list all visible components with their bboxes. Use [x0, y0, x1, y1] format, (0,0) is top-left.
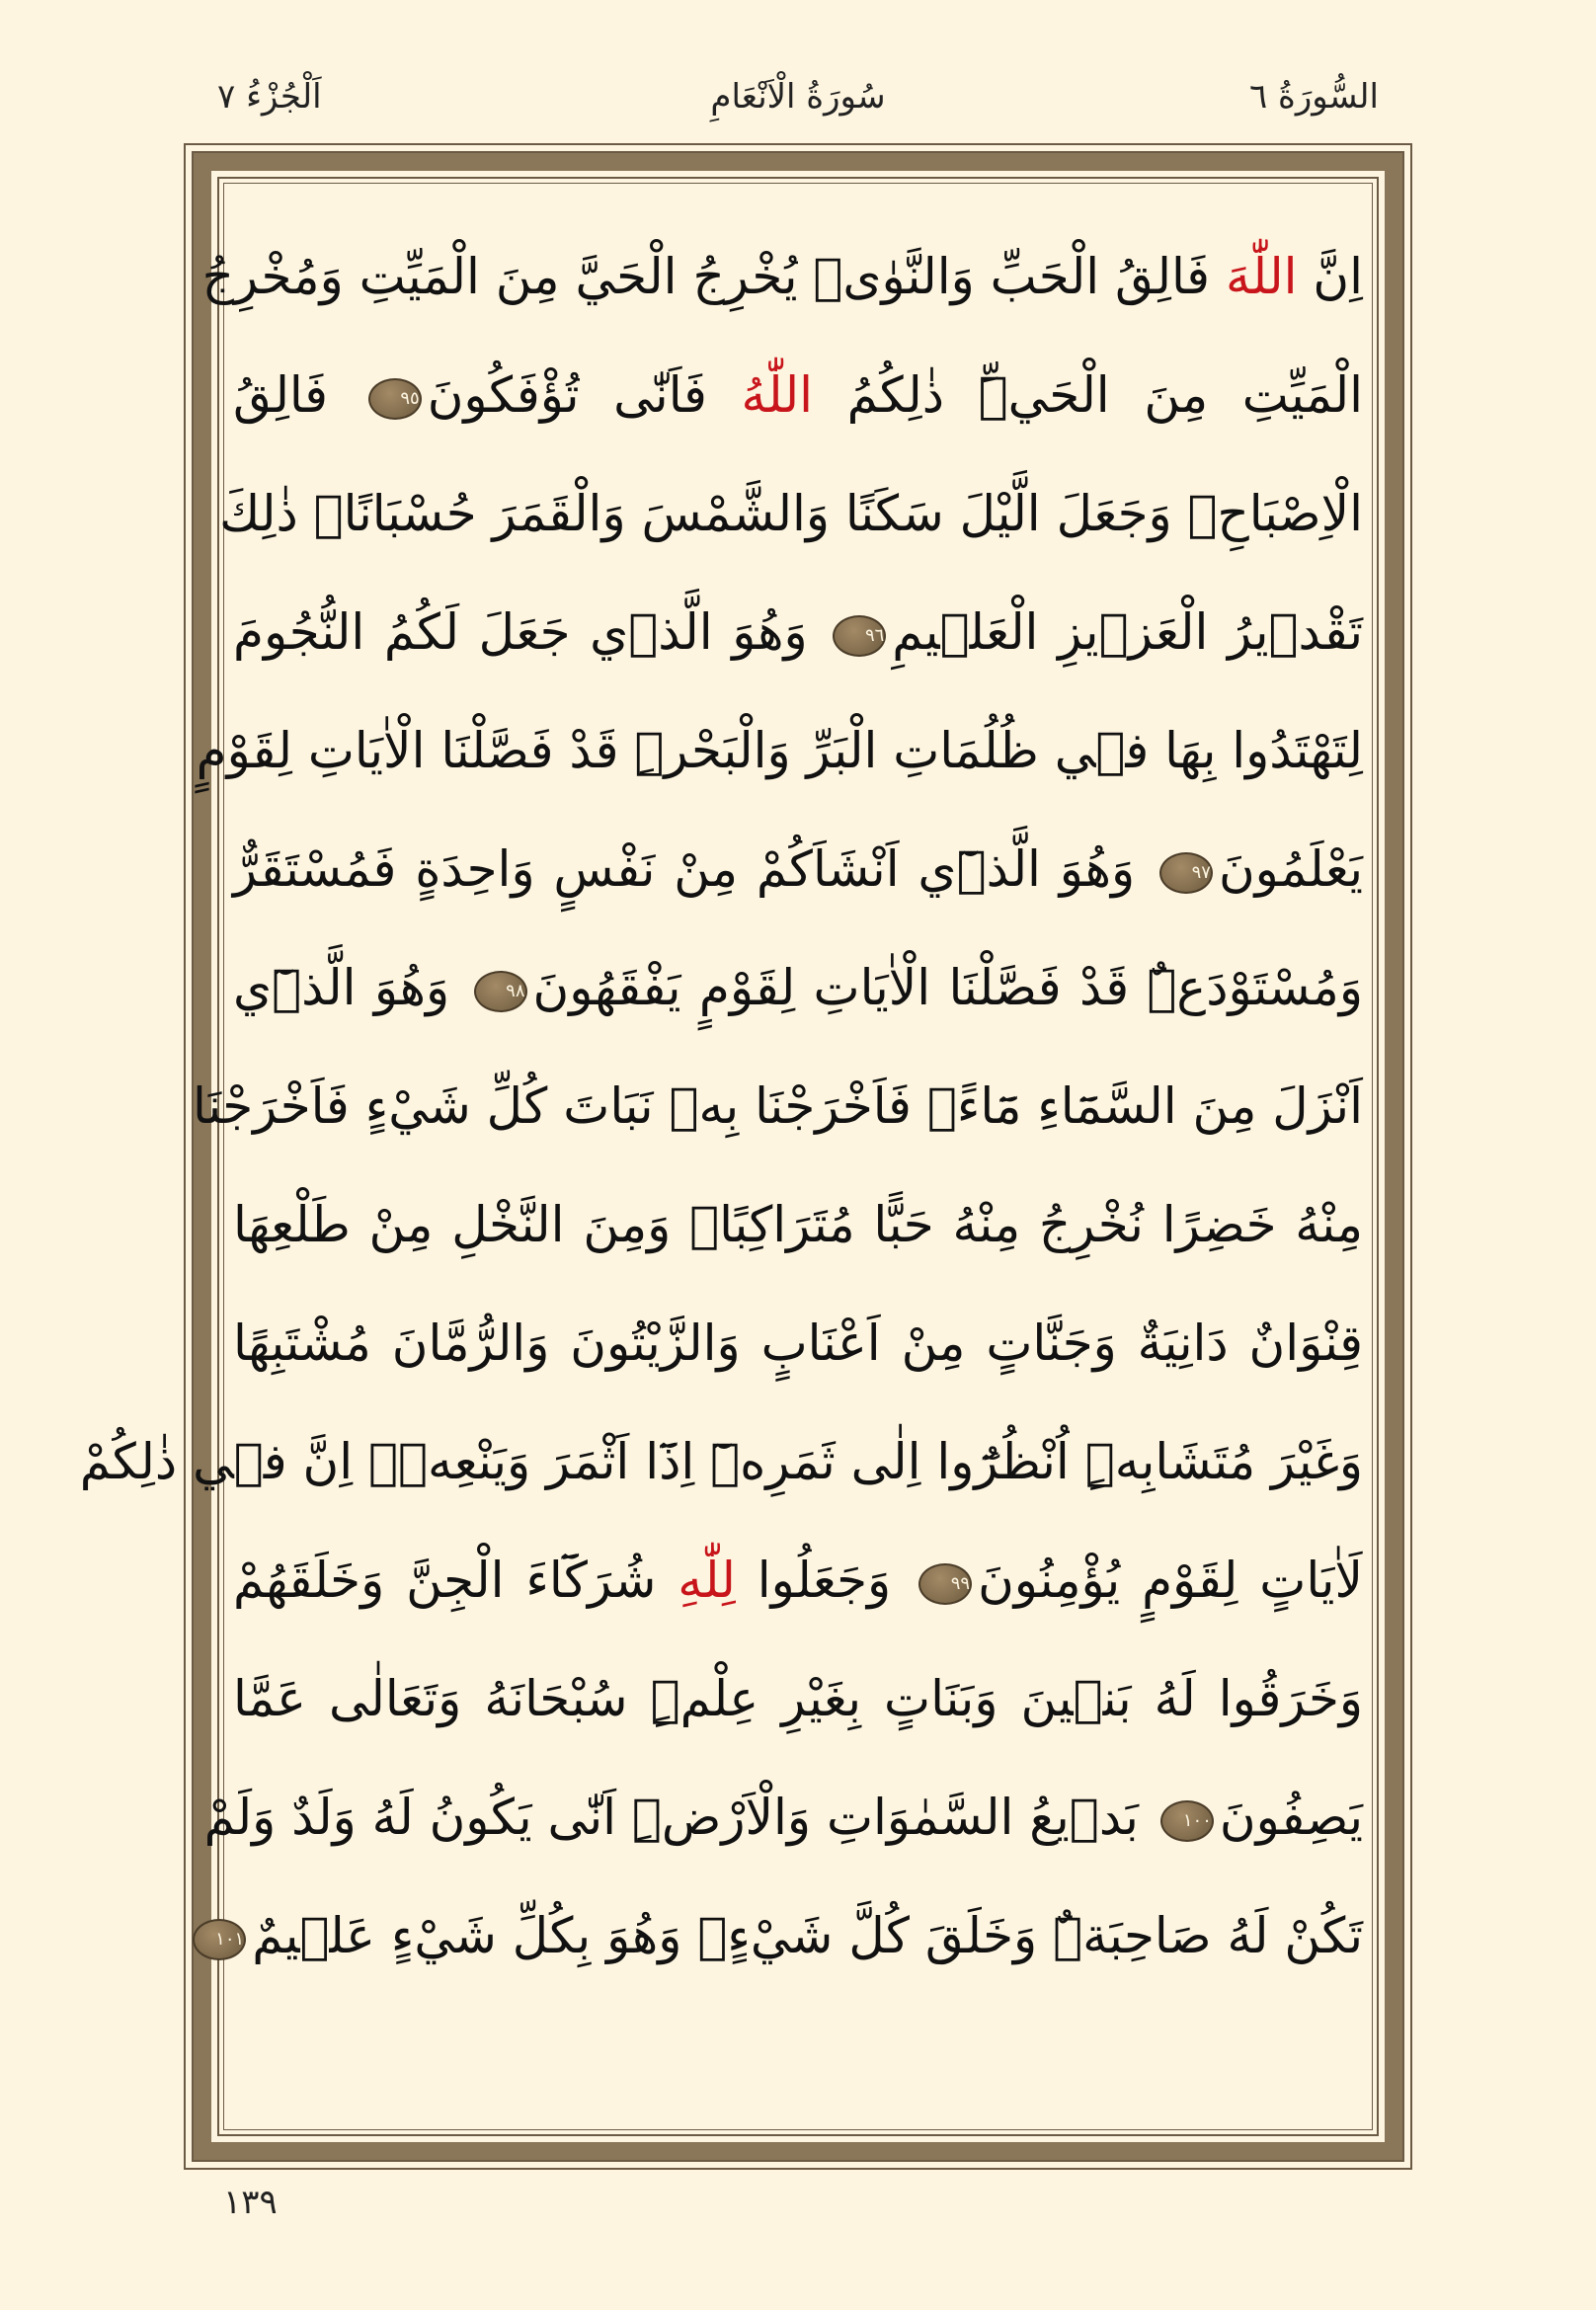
divine-name: اللّٰهَ: [1225, 248, 1298, 305]
surah-name: سُورَةُ الْاَنْعَامِ: [710, 77, 886, 117]
verse-line: [233, 1165, 1363, 1284]
verse-text: فَالِقُ الْحَبِّ وَالنَّوٰىۜ يُخْرِجُ الْحَيَّ مِنَ الْمَيِّتِ وَمُخْرِجُ: [201, 248, 1226, 305]
surah-number: السُّورَةُ ٦: [1248, 77, 1379, 117]
verse-text: اِنَّ: [1297, 248, 1363, 305]
verse-line: [233, 1639, 1363, 1758]
verse-text: وَهُوَ الَّذ۪ٓي اَنْشَاَكُمْ مِنْ نَفْسٍ وَاحِدَةٍ فَمُسْتَقَرٌّ: [233, 840, 1154, 898]
verse-text: الْمَيِّتِ مِنَ الْحَيِّۜ ذٰلِكُمُ: [812, 366, 1363, 424]
verse-line: [233, 336, 1363, 454]
verse-line: [201, 217, 1363, 336]
page-number: ١٣٩: [223, 2183, 278, 2222]
verse-line: [196, 691, 1363, 810]
ayah-number-marker: ١٠٠: [1160, 1800, 1214, 1842]
verse-line: [79, 1402, 1363, 1521]
verse-text: يَعْلَمُونَ: [1218, 840, 1363, 898]
verse-text: اَنْزَلَ مِنَ السَّمَٓاءِ مَٓاءًۚ فَاَخْرَجْنَا بِه۪ نَبَاتَ كُلِّ شَيْءٍ فَاَخْرَجْنَا: [192, 1077, 1363, 1135]
verse-line: [233, 1284, 1363, 1402]
verse-text: فَاَنّٰى تُؤْفَكُونَ: [427, 366, 742, 424]
verse-text: الْاِصْبَاحِۚ وَجَعَلَ الَّيْلَ سَكَنًا وَالشَّمْسَ وَالْقَمَرَ حُسْبَانًاۜ ذٰلِكَ: [219, 485, 1363, 542]
verse-text: وَجَعَلُوا: [735, 1552, 914, 1609]
verse-text: لِتَهْتَدُوا بِهَا ف۪ي ظُلُمَاتِ الْبَرِّ وَالْبَحْرِۜ قَدْ فَصَّلْنَا الْاٰيَاتِ لِقَوْمٍ: [196, 722, 1363, 779]
divine-name: اللّٰهُ: [741, 366, 813, 424]
ayah-number-marker: ٩٦: [833, 615, 886, 657]
verse-text: وَخَرَقُوا لَهُ بَن۪ينَ وَبَنَاتٍ بِغَيْرِ عِلْمٍۜ سُبْحَانَهُ وَتَعَالٰى عَمَّا: [233, 1670, 1363, 1727]
verse-text: تَقْد۪يرُ الْعَز۪يزِ الْعَل۪يمِ: [892, 603, 1364, 661]
verse-text: مِنْهُ خَضِرًا نُخْرِجُ مِنْهُ حَبًّا مُتَرَاكِبًاۚ وَمِنَ النَّخْلِ مِنْ طَلْعِهَا: [233, 1196, 1363, 1253]
verse-text: شُرَكَٓاءَ الْجِنَّ وَخَلَقَهُمْ: [233, 1552, 678, 1609]
ayah-number-marker: ١٠١: [193, 1919, 246, 1960]
ayah-number-marker: ٩٥: [368, 378, 422, 420]
verse-line: [233, 1521, 1363, 1639]
verse-text: قِنْوَانٌ دَانِيَةٌ وَجَنَّاتٍ مِنْ اَعْنَابٍ وَالزَّيْتُونَ وَالرُّمَّانَ مُشْتَبِهًا: [233, 1314, 1363, 1372]
ayah-number-marker: ٩٨: [474, 971, 527, 1012]
verse-line: [233, 573, 1363, 691]
verse-line: [219, 454, 1363, 573]
verse-text-block: [79, 217, 1364, 1995]
juz-number: اَلْجُزْءُ ٧: [217, 77, 322, 117]
page-header: [217, 69, 1379, 128]
verse-text: وَغَيْرَ مُتَشَابِهٍۜ اُنْظُرُٓوا اِلٰى ثَمَرِه۪ٓ اِذَٓا اَثْمَرَ وَيَنْعِه۪ۜ اِنَّ ف۪ي ذٰلِكُمْ: [79, 1433, 1363, 1490]
verse-line: [215, 1876, 1363, 1995]
verse-line: [233, 810, 1363, 928]
verse-text: فَالِقُ: [233, 366, 362, 424]
verse-line: [233, 928, 1363, 1047]
verse-text: يَصِفُونَ: [1219, 1789, 1363, 1846]
verse-text: لَاٰيَاتٍ لِقَوْمٍ يُؤْمِنُونَ: [978, 1552, 1363, 1609]
ayah-number-marker: ٩٧: [1159, 852, 1213, 894]
ayah-number-marker: ٩٩: [918, 1563, 972, 1605]
divine-name: لِلّٰهِ: [678, 1552, 736, 1609]
verse-line: [192, 1047, 1363, 1165]
verse-text: وَهُوَ الَّذ۪ي جَعَلَ لَكُمُ النُّجُومَ: [233, 603, 828, 661]
verse-line: [203, 1758, 1363, 1876]
verse-text: تَكُنْ لَهُ صَاحِبَةٌۜ وَخَلَقَ كُلَّ شَيْءٍۚ وَهُوَ بِكُلِّ شَيْءٍ عَل۪يمٌ: [252, 1907, 1363, 1964]
verse-text: بَد۪يعُ السَّمٰوَاتِ وَالْاَرْضِۜ اَنّٰى يَكُونُ لَهُ وَلَدٌ وَلَمْ: [203, 1789, 1155, 1846]
verse-text: وَمُسْتَوْدَعٌۜ قَدْ فَصَّلْنَا الْاٰيَاتِ لِقَوْمٍ يَفْقَهُونَ: [532, 959, 1363, 1016]
verse-text: وَهُوَ الَّذ۪ٓي: [233, 959, 468, 1016]
